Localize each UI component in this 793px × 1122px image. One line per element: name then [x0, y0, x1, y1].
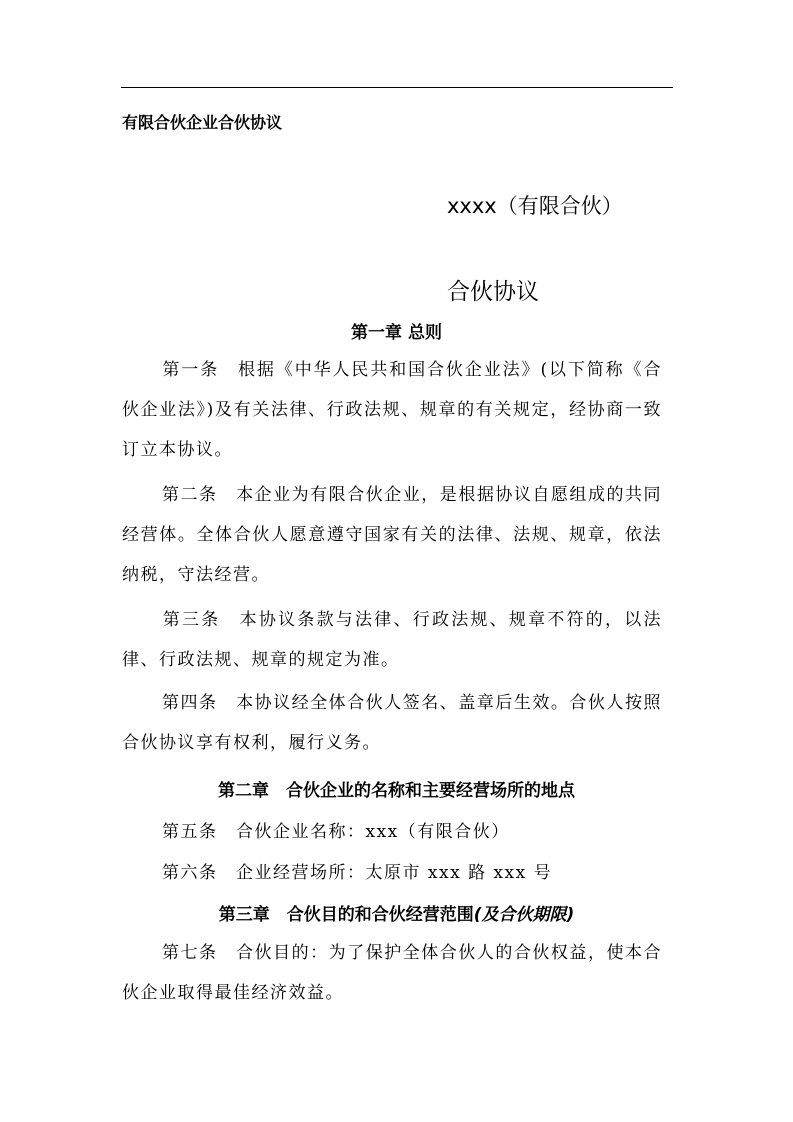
chapter-3-suffix: (及合伙期限)	[473, 905, 575, 925]
document-title: 有限合伙企业合伙协议	[122, 113, 283, 132]
chapter-1-heading: 第一章 总则	[351, 323, 442, 343]
article-3-text: 第三条 本协议条款与法律、行政法规、规章不符的，以法律、行政法规、规章的规定为准。	[122, 610, 662, 670]
article-3	[122, 600, 662, 680]
article-7-text: 第七条 合伙目的：为了保护全体合伙人的合伙权益，使本合伙企业取得最佳经济效益。	[122, 943, 662, 1003]
article-2	[122, 475, 662, 595]
chapter-2-heading: 第二章 合伙企业的名称和主要经营场所的地点	[218, 781, 575, 801]
article-5: 第五条 合伙企业名称：xxx（有限合伙）	[162, 822, 510, 842]
company-name: xxxx（有限合伙）	[447, 194, 623, 218]
chapter-3-main: 第三章 合伙目的和合伙经营范围	[218, 905, 474, 925]
article-1-text: 第一条 根据《中华人民共和国合伙企业法》(以下简称《合伙企业法》)及有关法律、行政法规、规章的有关规定，经协商一致订立本协议。	[122, 360, 662, 460]
chapter-3-heading	[0, 900, 793, 925]
agreement-title: 合伙协议	[447, 279, 539, 305]
article-4-text: 第四条 本协议经全体合伙人签名、盖章后生效。合伙人按照合伙协议享有权利，履行义务。	[122, 693, 662, 753]
article-4	[122, 683, 662, 763]
article-2-text: 第二条 本企业为有限合伙企业，是根据协议自愿组成的共同经营体。全体合伙人愿意遵守国家有关的法律、法规、规章，依法纳税，守法经营。	[122, 485, 662, 585]
header-rule	[121, 87, 673, 88]
article-6: 第六条 企业经营场所：太原市 xxx 路 xxx 号	[162, 863, 553, 883]
article-7	[122, 933, 662, 1013]
article-1	[122, 350, 662, 470]
